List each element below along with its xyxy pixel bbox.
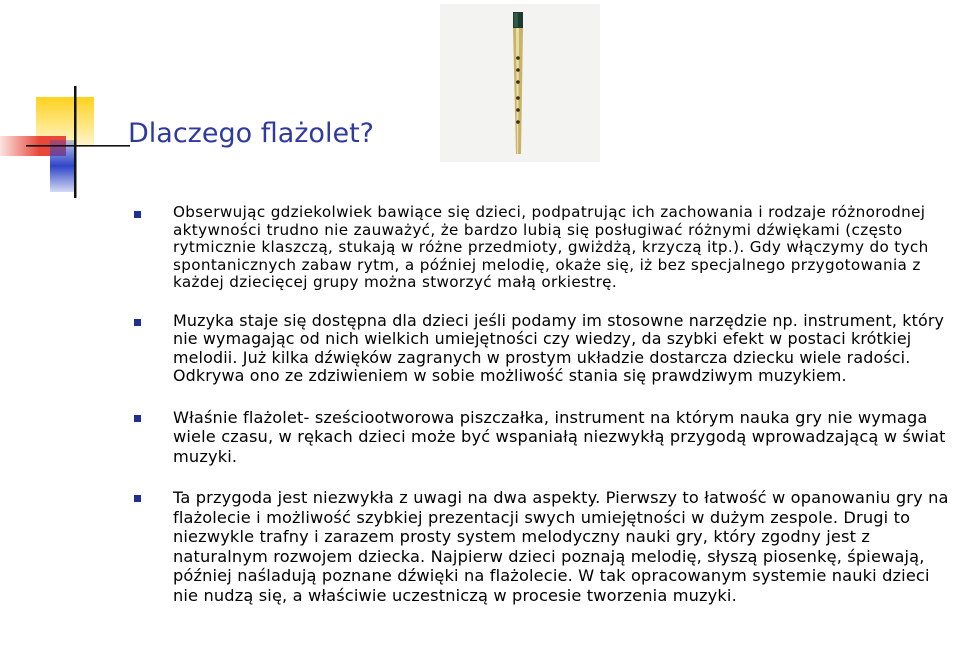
- bullet-item: [133, 204, 960, 292]
- bullet-square-icon: [134, 495, 141, 502]
- bullet-item: [133, 408, 960, 467]
- bullet-list: [133, 204, 960, 605]
- slide-title: Dlaczego flażolet?: [128, 118, 374, 149]
- bullet-text: Muzyka staje się dostępna dla dzieci jeśli podamy im stosowne narzędzie np. instrument, który nie wymagając od nich wielkich umiejętności czy wiedzy, da szybki efekt w postaci krótkiej melodii. Już kilka dźwięków zagranych w prostym układzie dostarcza dziecku wiele radości. Odkrywa ono ze zdziwieniem w sobie możliwość stania się prawdziwym muzykiem.: [173, 310, 945, 385]
- deco-black-vertical-line: [74, 86, 77, 198]
- flageolet-photo: [440, 4, 600, 162]
- deco-blue-square: [50, 140, 76, 192]
- bullet-square-icon: [134, 415, 141, 422]
- bullet-square-icon: [134, 319, 141, 326]
- bullet-square-icon: [134, 211, 141, 218]
- bullet-item: [133, 312, 960, 386]
- bullet-text: Obserwując gdziekolwiek bawiące się dzieci, podpatrując ich zachowania i rodzaje różnorodnej aktywności trudno nie zauważyć, że bardzo lubią się posługiwać różnymi dźwiękami (często rytmicznie klaszczą, stukają w różne przedmioty, gwiżdżą, krzyczą itp.). Gdy włączymy do tych spontanicznych zabaw rytm, a później melodię, okaże się, iż bez specjalnego przygotowania z każdej dziecięcej grupy można stworzyć małą orkiestrę.: [173, 203, 929, 291]
- decorative-corner-graphic: [0, 0, 130, 200]
- bullet-text: Właśnie flażolet- sześciootworowa piszczałka, instrument na którym nauka gry nie wymaga wiele czasu, w rękach dzieci może być wspaniałą niezwykłą przygodą wprowadzającą w świat muzyki.: [173, 407, 946, 466]
- bullet-item: [133, 488, 960, 605]
- deco-black-horizontal-line: [26, 145, 130, 147]
- bullet-text: Ta przygoda jest niezwykła z uwagi na dwa aspekty. Pierwszy to łatwość w opanowaniu gry na flażolecie i możliwość szybkiej prezentacji swych umiejętności w dużym zespole. Drugi to niezwykle trafny i zarazem prosty system melodyczny nauki gry, który zgodny jest z naturalnym rozwojem dziecka. Najpierw dzieci poznają melodię, słyszą piosenkę, śpiewają, później naśladują poznane dźwięki na flażolecie. W tak opracowanym systemie nauki dzieci nie nudzą się, a właściwie uczestniczą w procesie tworzenia muzyki.: [173, 488, 949, 605]
